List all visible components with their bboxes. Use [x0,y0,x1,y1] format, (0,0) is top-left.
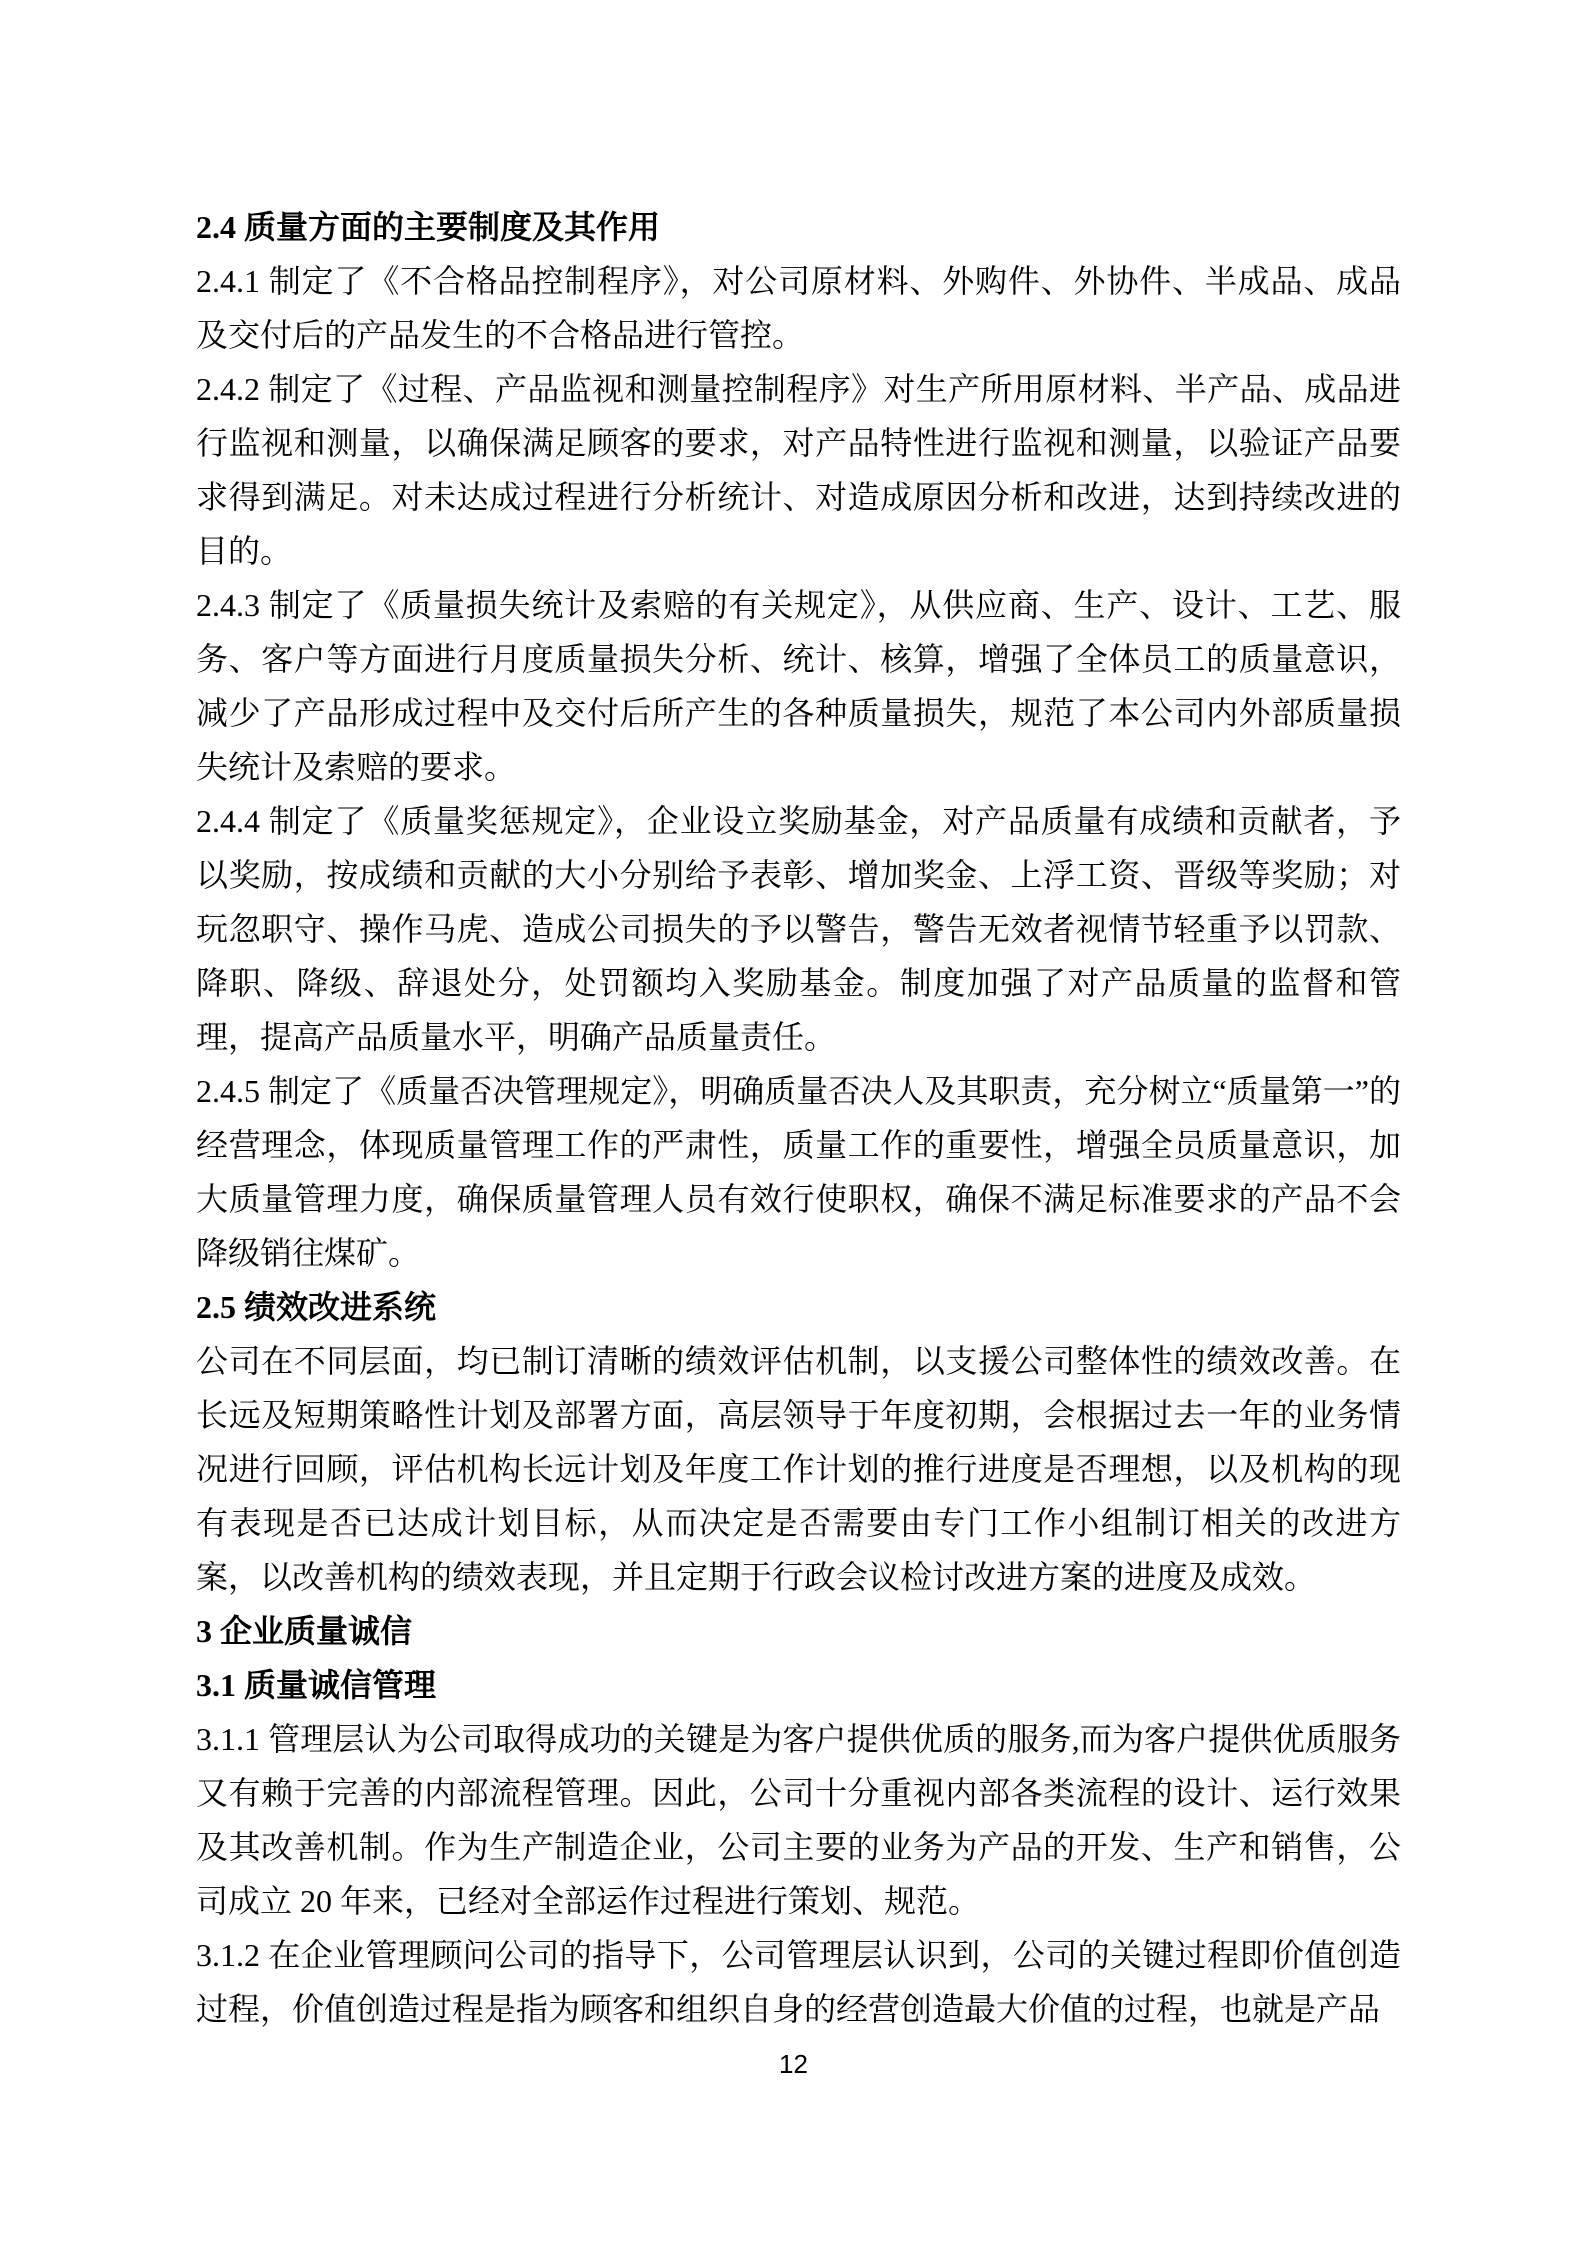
document-body [196,200,1401,2036]
para-2-4-2: 2.4.2 制定了《过程、产品监视和测量控制程序》对生产所用原材料、半产品、成品进行监视和测量，以确保满足顾客的要求，对产品特性进行监视和测量，以验证产品要求得到满足。对未达成过程进行分析统计、对造成原因分析和改进，达到持续改进的目的。 [196,371,1401,569]
page-number: 12 [779,2049,808,2079]
heading-3: 3 企业质量诚信 [196,1613,413,1649]
para-2-4-5: 2.4.5 制定了《质量否决管理规定》，明确质量否决人及其职责，充分树立“质量第一”的经营理念，体现质量管理工作的严肃性，质量工作的重要性，增强全员质量意识，加大质量管理力度，确保质量管理人员有效行使职权，确保不满足标准要求的产品不会降级销往煤矿。 [196,1073,1401,1271]
heading-3-1: 3.1 质量诚信管理 [196,1667,437,1703]
heading-2-4: 2.4 质量方面的主要制度及其作用 [196,209,661,245]
para-2-4-4: 2.4.4 制定了《质量奖惩规定》，企业设立奖励基金，对产品质量有成绩和贡献者，予以奖励，按成绩和贡献的大小分别给予表彰、增加奖金、上浮工资、晋级等奖励；对玩忽职守、操作马虎、造成公司损失的予以警告，警告无效者视情节轻重予以罚款、降职、降级、辞退处分，处罚额均入奖励基金。制度加强了对产品质量的监督和管理，提高产品质量水平，明确产品质量责任。 [196,803,1401,1055]
para-2-4-1: 2.4.1 制定了《不合格品控制程序》，对公司原材料、外购件、外协件、半成品、成品及交付后的产品发生的不合格品进行管控。 [196,263,1401,353]
para-2-4-3: 2.4.3 制定了《质量损失统计及索赔的有关规定》，从供应商、生产、设计、工艺、服务、客户等方面进行月度质量损失分析、统计、核算，增强了全体员工的质量意识，减少了产品形成过程中及交付后所产生的各种质量损失，规范了本公司内外部质量损失统计及索赔的要求。 [196,587,1401,785]
para-2-5-body: 公司在不同层面，均已制订清晰的绩效评估机制，以支援公司整体性的绩效改善。在长远及短期策略性计划及部署方面，高层领导于年度初期，会根据过去一年的业务情况进行回顾，评估机构长远计划及年度工作计划的推行进度是否理想，以及机构的现有表现是否已达成计划目标，从而决定是否需要由专门工作小组制订相关的改进方案，以改善机构的绩效表现，并且定期于行政会议检讨改进方案的进度及成效。 [196,1343,1401,1595]
heading-2-5: 2.5 绩效改进系统 [196,1289,437,1325]
para-3-1-2: 3.1.2 在企业管理顾问公司的指导下，公司管理层认识到，公司的关键过程即价值创造过程，价值创造过程是指为顾客和组织自身的经营创造最大价值的过程，也就是产品 [196,1937,1401,2027]
para-3-1-1: 3.1.1 管理层认为公司取得成功的关键是为客户提供优质的服务,而为客户提供优质服务又有赖于完善的内部流程管理。因此，公司十分重视内部各类流程的设计、运行效果及其改善机制。作为生产制造企业，公司主要的业务为产品的开发、生产和销售，公司成立 20 年来，已经对全部运作过程进行策划、规范。 [196,1721,1401,1919]
